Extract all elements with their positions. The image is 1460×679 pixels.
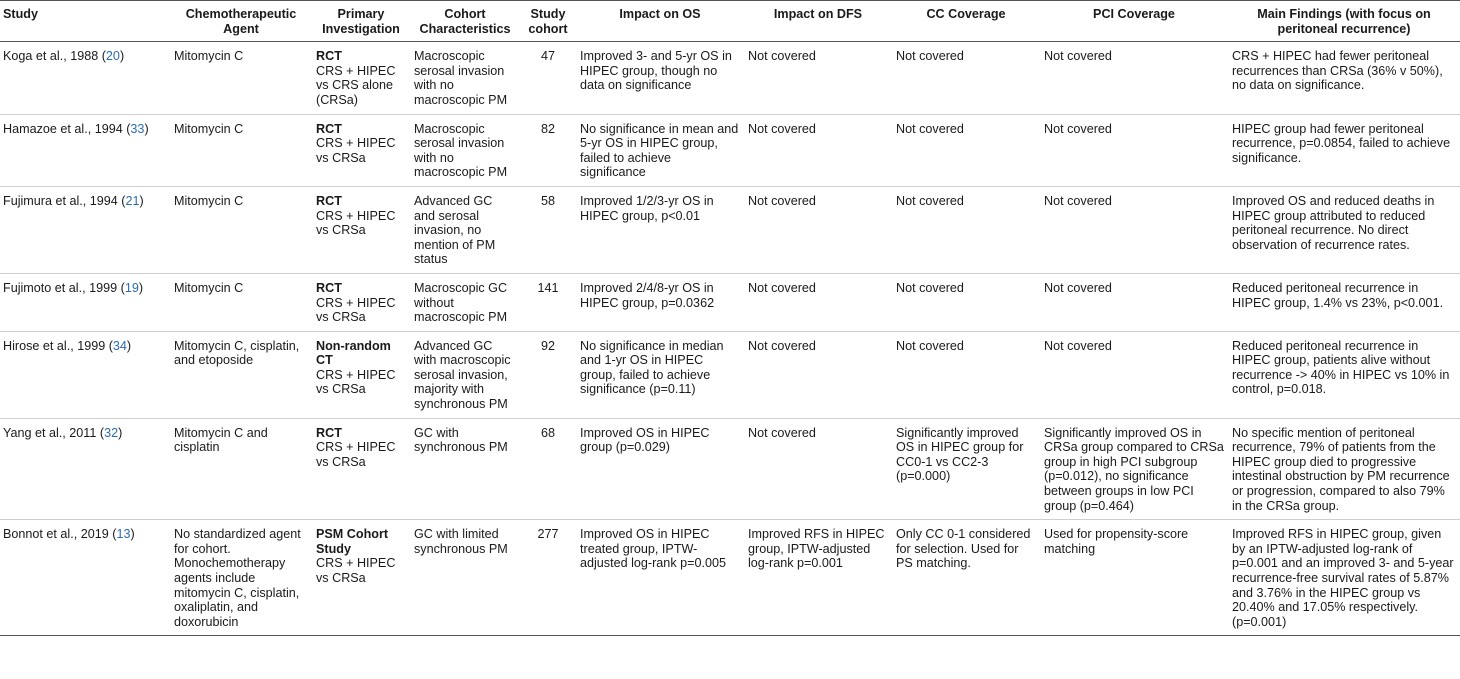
header-os: Impact on OS — [576, 1, 744, 42]
cell-study: Koga et al., 1988 (20) — [0, 42, 170, 114]
cell-pci: Not covered — [1040, 186, 1228, 273]
cell-study-cohort: 58 — [520, 186, 576, 273]
cell-os: No significance in median and 1-yr OS in HIPEC group, failed to achieve significance (p=0.11) — [576, 331, 744, 418]
cell-study-cohort: 47 — [520, 42, 576, 114]
table-row — [0, 186, 1460, 273]
header-agent: Chemotherapeutic Agent — [170, 1, 312, 42]
cell-os: Improved 2/4/8-yr OS in HIPEC group, p=0.0362 — [576, 273, 744, 331]
cell-pci: Used for propensity-score matching — [1040, 520, 1228, 636]
cell-investigation: RCT CRS + HIPEC vs CRSa — [312, 418, 410, 520]
cell-investigation: Non-random CT CRS + HIPEC vs CRSa — [312, 331, 410, 418]
cell-dfs: Improved RFS in HIPEC group, IPTW-adjusted log-rank p=0.001 — [744, 520, 892, 636]
cell-agent: Mitomycin C — [170, 273, 312, 331]
cell-cc: Only CC 0-1 considered for selection. Used for PS matching. — [892, 520, 1040, 636]
cell-findings: Reduced peritoneal recurrence in HIPEC group, patients alive without recurrence -> 40% in HIPEC vs 10% in control, p=0.018. — [1228, 331, 1460, 418]
header-investigation: Primary Investigation — [312, 1, 410, 42]
cell-cc: Not covered — [892, 186, 1040, 273]
cell-os: Improved 1/2/3-yr OS in HIPEC group, p<0.01 — [576, 186, 744, 273]
cell-dfs: Not covered — [744, 42, 892, 114]
reference-link[interactable]: 13 — [116, 527, 131, 542]
cell-cc: Not covered — [892, 273, 1040, 331]
table-row — [0, 273, 1460, 331]
cell-dfs: Not covered — [744, 418, 892, 520]
header-study: Study — [0, 1, 170, 42]
cell-study: Bonnot et al., 2019 (13) — [0, 520, 170, 636]
table-row — [0, 114, 1460, 186]
cell-findings: CRS + HIPEC had fewer peritoneal recurrences than CRSa (36% v 50%), no data on significance. — [1228, 42, 1460, 114]
cell-study: Hirose et al., 1999 (34) — [0, 331, 170, 418]
cell-agent: Mitomycin C — [170, 42, 312, 114]
header-study-cohort: Study cohort — [520, 1, 576, 42]
cell-cohort-characteristics: Advanced GC and serosal invasion, no mention of PM status — [410, 186, 520, 273]
cell-study: Fujimoto et al., 1999 (19) — [0, 273, 170, 331]
reference-link[interactable]: 33 — [130, 121, 145, 136]
cell-findings: Improved OS and reduced deaths in HIPEC group attributed to reduced peritoneal recurrence. No direct observation of recurrence rates. — [1228, 186, 1460, 273]
cell-pci: Not covered — [1040, 331, 1228, 418]
cell-os: Improved 3- and 5-yr OS in HIPEC group, though no data on significance — [576, 42, 744, 114]
cell-agent: Mitomycin C — [170, 114, 312, 186]
cell-study: Hamazoe et al., 1994 (33) — [0, 114, 170, 186]
cell-cohort-characteristics: GC with limited synchronous PM — [410, 520, 520, 636]
cell-findings: HIPEC group had fewer peritoneal recurrence, p=0.0854, failed to achieve significance. — [1228, 114, 1460, 186]
cell-pci: Not covered — [1040, 42, 1228, 114]
table-row — [0, 331, 1460, 418]
cell-pci: Significantly improved OS in CRSa group compared to CRSa group in high PCI subgroup (p=0.012), no significance between groups in low PCI group (p=0.464) — [1040, 418, 1228, 520]
cell-dfs: Not covered — [744, 331, 892, 418]
reference-link[interactable]: 19 — [124, 280, 139, 295]
reference-link[interactable]: 21 — [125, 193, 140, 208]
cell-cc: Not covered — [892, 114, 1040, 186]
cell-dfs: Not covered — [744, 273, 892, 331]
cell-investigation: PSM Cohort Study CRS + HIPEC vs CRSa — [312, 520, 410, 636]
cell-cc: Not covered — [892, 331, 1040, 418]
cell-findings: Improved RFS in HIPEC group, given by an IPTW-adjusted log-rank of p=0.001 and an improved 3- and 5-year recurrence-free survival rates of 5.87% and 3.76% in the HIPEC group vs 20.40% and 17.05% respectively. (p=0.001) — [1228, 520, 1460, 636]
table-row — [0, 520, 1460, 636]
cell-findings: Reduced peritoneal recurrence in HIPEC group, 1.4% vs 23%, p<0.001. — [1228, 273, 1460, 331]
cell-agent: Mitomycin C and cisplatin — [170, 418, 312, 520]
cell-pci: Not covered — [1040, 273, 1228, 331]
cell-agent: Mitomycin C, cisplatin, and etoposide — [170, 331, 312, 418]
header-row — [0, 1, 1460, 42]
cell-study-cohort: 92 — [520, 331, 576, 418]
cell-findings: No specific mention of peritoneal recurrence, 79% of patients from the HIPEC group died to progressive intestinal obstruction by PM recurrence or progression, compared to also 79% in the CRSa group. — [1228, 418, 1460, 520]
cell-study-cohort: 68 — [520, 418, 576, 520]
cell-agent: No standardized agent for cohort. Monochemotherapy agents include mitomycin C, cisplatin, oxaliplatin, and doxorubicin — [170, 520, 312, 636]
reference-link[interactable]: 34 — [112, 338, 127, 353]
header-cohort-characteristics: Cohort Characteristics — [410, 1, 520, 42]
cell-study-cohort: 82 — [520, 114, 576, 186]
cell-cohort-characteristics: Macroscopic serosal invasion with no macroscopic PM — [410, 42, 520, 114]
header-cc: CC Coverage — [892, 1, 1040, 42]
cell-investigation: RCT CRS + HIPEC vs CRSa — [312, 114, 410, 186]
cell-study-cohort: 277 — [520, 520, 576, 636]
cell-cc: Not covered — [892, 42, 1040, 114]
table-row — [0, 418, 1460, 520]
cell-agent: Mitomycin C — [170, 186, 312, 273]
reference-link[interactable]: 32 — [104, 425, 119, 440]
cell-investigation: RCT CRS + HIPEC vs CRS alone (CRSa) — [312, 42, 410, 114]
cell-cohort-characteristics: Macroscopic GC without macroscopic PM — [410, 273, 520, 331]
cell-dfs: Not covered — [744, 114, 892, 186]
cell-os: Improved OS in HIPEC treated group, IPTW-adjusted log-rank p=0.005 — [576, 520, 744, 636]
cell-cohort-characteristics: Advanced GC with macroscopic serosal invasion, majority with synchronous PM — [410, 331, 520, 418]
cell-investigation: RCT CRS + HIPEC vs CRSa — [312, 273, 410, 331]
cell-pci: Not covered — [1040, 114, 1228, 186]
cell-study: Yang et al., 2011 (32) — [0, 418, 170, 520]
cell-os: Improved OS in HIPEC group (p=0.029) — [576, 418, 744, 520]
cell-cc: Significantly improved OS in HIPEC group for CC0-1 vs CC2-3 (p=0.000) — [892, 418, 1040, 520]
cell-investigation: RCT CRS + HIPEC vs CRSa — [312, 186, 410, 273]
reference-link[interactable]: 20 — [105, 49, 120, 64]
header-dfs: Impact on DFS — [744, 1, 892, 42]
cell-os: No significance in mean and 5-yr OS in HIPEC group, failed to achieve significance — [576, 114, 744, 186]
cell-study: Fujimura et al., 1994 (21) — [0, 186, 170, 273]
cell-cohort-characteristics: GC with synchronous PM — [410, 418, 520, 520]
header-pci: PCI Coverage — [1040, 1, 1228, 42]
cell-cohort-characteristics: Macroscopic serosal invasion with no macroscopic PM — [410, 114, 520, 186]
cell-study-cohort: 141 — [520, 273, 576, 331]
header-findings: Main Findings (with focus on peritoneal recurrence) — [1228, 1, 1460, 42]
cell-dfs: Not covered — [744, 186, 892, 273]
table-row — [0, 42, 1460, 114]
